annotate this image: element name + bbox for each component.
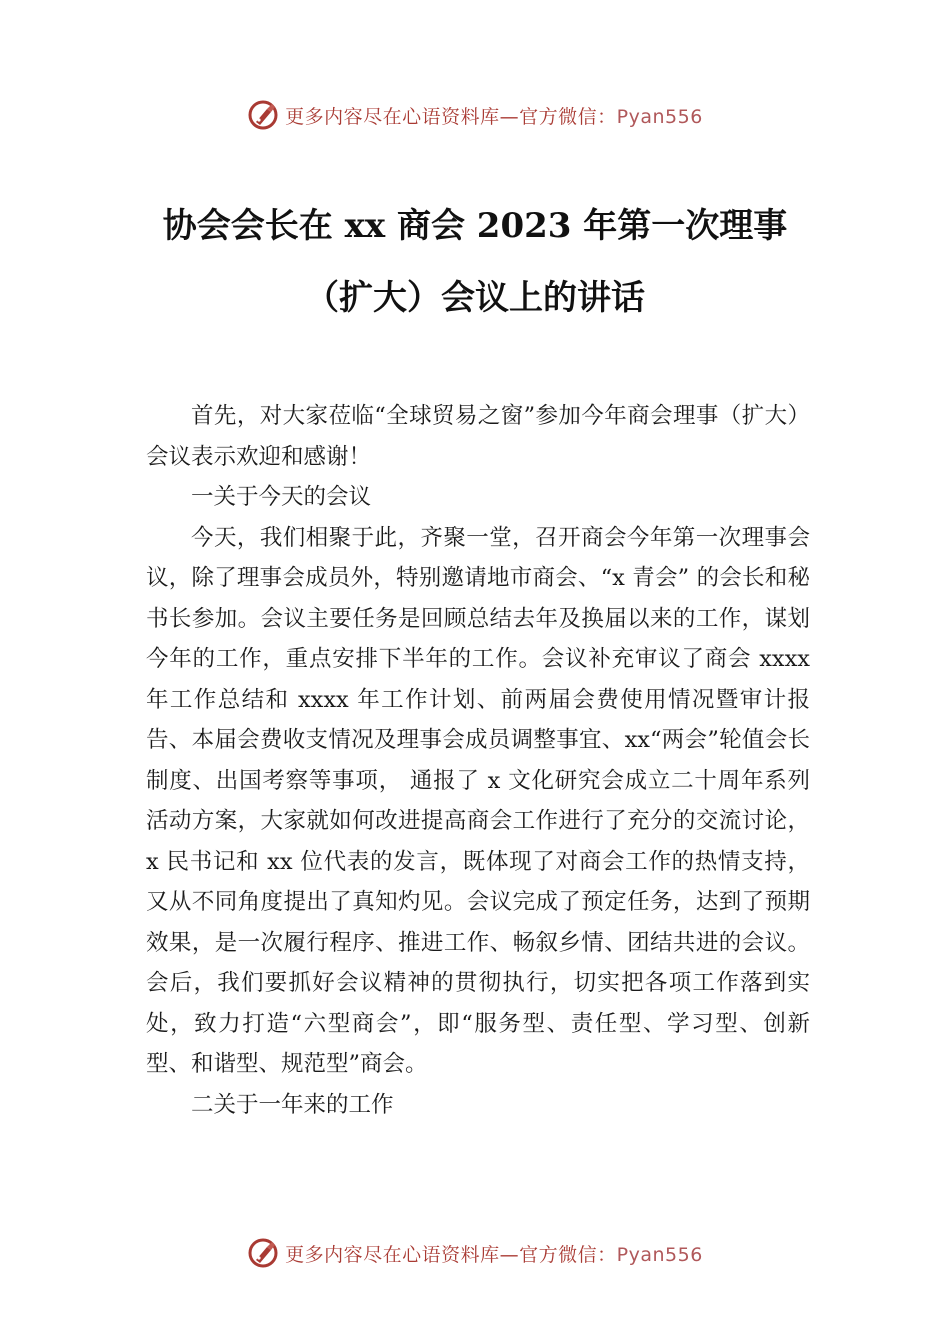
pen-nib-logo-icon [247,1237,279,1269]
section-heading-1: 一关于今天的会议 [191,484,372,510]
title-line-1: 协会会长在 xx 商会 2023 年第一次理事 [162,206,788,246]
title-line-2: （扩大）会议上的讲话 [305,278,645,318]
document-body [146,396,810,1125]
wechat-id: Pyan556 [616,105,703,128]
paragraph-intro: 首先，对大家莅临“全球贸易之窗”参加今年商会理事（扩大）会议表示欢迎和感谢！ [146,403,810,470]
wechat-id: Pyan556 [616,1243,703,1266]
document-title [100,190,850,334]
watermark-text: 更多内容尽在心语资料库—官方微信：Pyan556 [285,1243,703,1266]
watermark-text: 更多内容尽在心语资料库—官方微信：Pyan556 [285,105,703,128]
paragraph-meeting: 今天，我们相聚于此，齐聚一堂，召开商会今年第一次理事会议，除了理事会成员外，特别邀请地市商会、“x 青会” 的会长和秘书长参加。会议主要任务是回顾总结去年及换届以来的工作，谋划今年的工作，重点安排下半年的工作。会议补充审议了商会 xxxx 年工作总结和 xxxx 年工作计划、前两届会费使用情况暨审计报告、本届会费收支情况及理事会成员调整事宜、xx“两会”轮值会长制度、出国考察等事项， 通报了 x 文化研究会成立二十周年系列活动方案，大家就如何改进提高商会工作进行了充分的交流讨论，x 民书记和 xx 位代表的发言，既体现了对商会工作的热情支持，又从不同角度提出了真知灼见。会议完成了预定任务，达到了预期效果，是一次履行程序、推进工作、畅叙乡情、团结共进的会议。会后，我们要抓好会议精神的贯彻执行，切实把各项工作落到实处，致力打造“六型商会”，即“服务型、责任型、学习型、创新型、和谐型、规范型”商会。 [146,524,810,1077]
watermark-banner-top [0,95,950,135]
pen-nib-logo-icon [247,99,279,131]
watermark-banner-bottom [0,1233,950,1273]
section-heading-2: 二关于一年来的工作 [191,1091,394,1118]
